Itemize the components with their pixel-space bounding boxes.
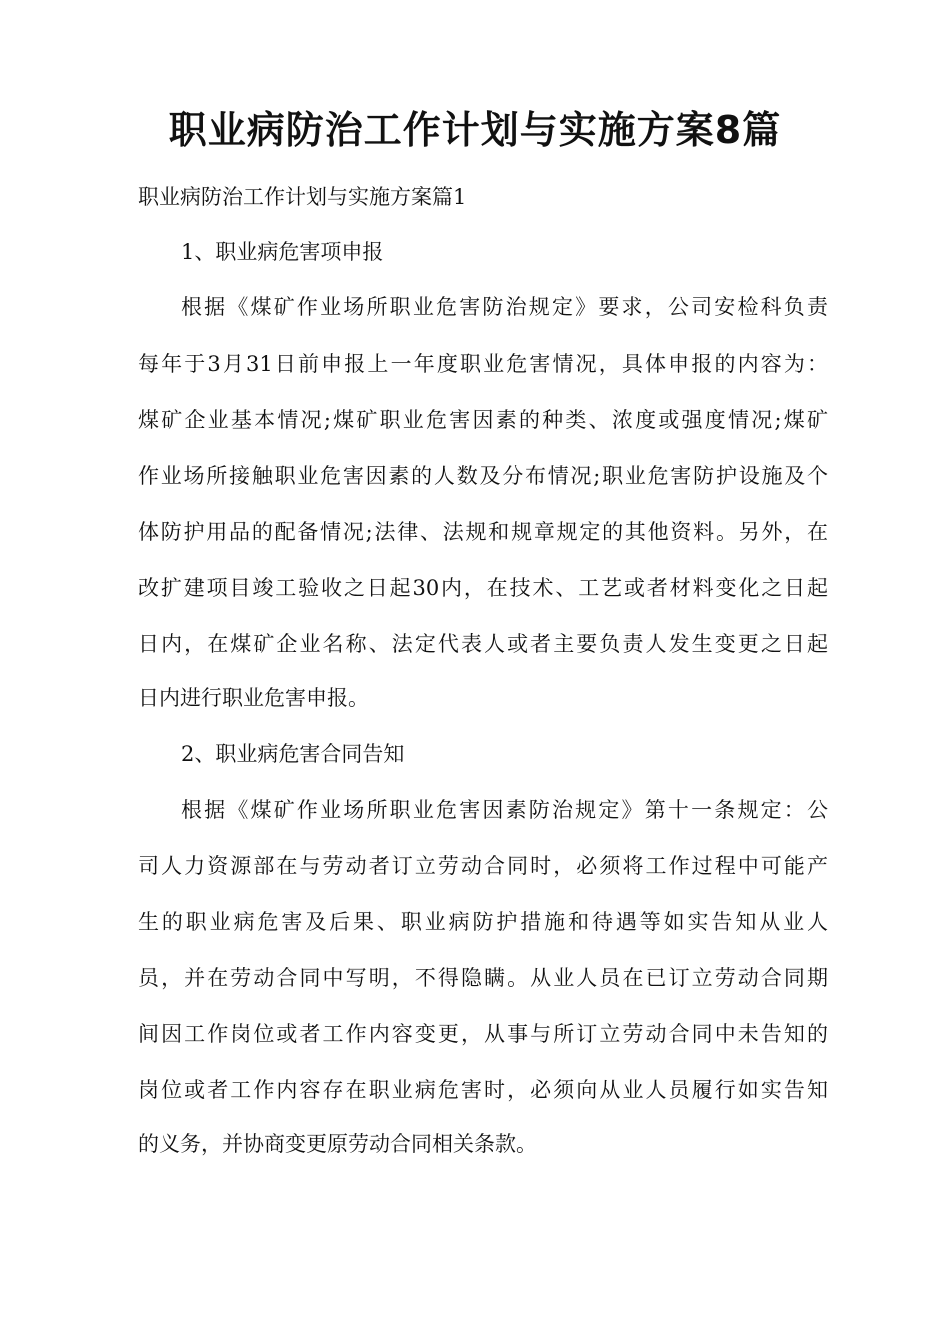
- section2-line-6: 岗位或者工作内容存在职业病危害时，必须向从业人员履行如实告知: [138, 1078, 828, 1102]
- section1-line-2: 每年于3月31日前申报上一年度职业危害情况，具体申报的内容为：: [138, 352, 828, 376]
- section1-line-7: 日内，在煤矿企业名称、法定代表人或者主要负责人发生变更之日起: [138, 632, 828, 656]
- section1-line-4: 作业场所接触职业危害因素的人数及分布情况;职业危害防护设施及个: [138, 464, 828, 488]
- section1-line-6: 改扩建项目竣工验收之日起30内，在技术、工艺或者材料变化之日起: [138, 576, 828, 600]
- section2-line-4: 员，并在劳动合同中写明，不得隐瞒。从业人员在已订立劳动合同期: [138, 966, 828, 990]
- section2-line-5: 间因工作岗位或者工作内容变更，从事与所订立劳动合同中未告知的: [138, 1022, 828, 1046]
- section1-line-5: 体防护用品的配备情况;法律、法规和规章规定的其他资料。另外，在: [138, 520, 828, 544]
- section2-line-1: 根据《煤矿作业场所职业危害因素防治规定》第十一条规定：公: [181, 798, 828, 822]
- section1-heading: 1、职业病危害项申报: [181, 240, 384, 264]
- section-subtitle: 职业病防治工作计划与实施方案篇1: [138, 185, 467, 209]
- section2-line-7: 的义务，并协商变更原劳动合同相关条款。: [138, 1132, 537, 1156]
- document-title: 职业病防治工作计划与实施方案8篇: [168, 108, 782, 152]
- section2-heading: 2、职业病危害合同告知: [181, 742, 405, 766]
- section1-line-1: 根据《煤矿作业场所职业危害防治规定》要求，公司安检科负责: [181, 295, 828, 319]
- section1-line-3: 煤矿企业基本情况;煤矿职业危害因素的种类、浓度或强度情况;煤矿: [138, 408, 828, 432]
- section2-line-2: 司人力资源部在与劳动者订立劳动合同时，必须将工作过程中可能产: [138, 854, 828, 878]
- section2-line-3: 生的职业病危害及后果、职业病防护措施和待遇等如实告知从业人: [138, 910, 828, 934]
- section1-line-8: 日内进行职业危害申报。: [138, 686, 369, 710]
